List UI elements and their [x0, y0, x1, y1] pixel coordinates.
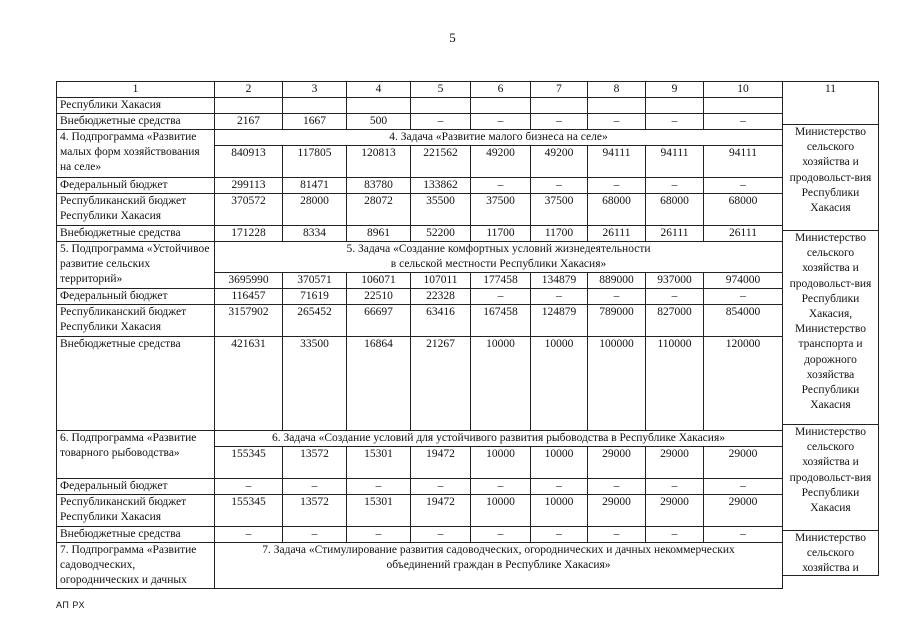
value-cell: 100000 [588, 337, 646, 431]
footer-mark: АП РХ [56, 600, 85, 610]
value-cell: – [588, 479, 646, 495]
section-task-row [57, 543, 783, 589]
row-label: Федеральный бюджет [57, 479, 215, 495]
value-cell: – [588, 178, 646, 194]
value-cell: 3157902 [215, 305, 283, 337]
value-cell: 83780 [347, 178, 411, 194]
value-cell: 2167 [215, 114, 283, 130]
value-cell: 889000 [588, 273, 646, 289]
value-cell [471, 98, 531, 114]
value-cell: – [646, 527, 704, 543]
value-cell: – [471, 527, 531, 543]
value-cell: 221562 [411, 146, 471, 178]
value-cell: 49200 [471, 146, 531, 178]
value-cell: 117805 [283, 146, 347, 178]
value-cell: 10000 [471, 447, 531, 479]
column-header: 3 [283, 82, 347, 98]
subprogram-title: 4. Подпрограмма «Развитие малых форм хозяйствования на селе» [57, 130, 215, 178]
value-cell: 15301 [347, 447, 411, 479]
executor-cell: Министерство сельского хозяйства и продовольст-вия Республики Хакасия, Министерство транспорта и дорожного хозяйства Республики Хакасия [782, 230, 879, 425]
value-cell: – [704, 479, 783, 495]
value-cell: 49200 [531, 146, 588, 178]
table-row [57, 305, 783, 337]
subprogram-title: 5. Подпрограмма «Устойчивое развитие сельских территорий» [57, 242, 215, 289]
value-cell: – [411, 479, 471, 495]
row-label: Республики Хакасия [57, 98, 215, 114]
value-cell: 1667 [283, 114, 347, 130]
value-cell: – [531, 479, 588, 495]
value-cell: 29000 [704, 495, 783, 527]
value-cell: – [215, 479, 283, 495]
value-cell: 116457 [215, 289, 283, 305]
value-cell: 120000 [704, 337, 783, 431]
value-cell: 370572 [215, 194, 283, 226]
row-label: Республиканский бюджет Республики Хакасия [57, 194, 215, 226]
value-cell: 19472 [411, 447, 471, 479]
value-cell: – [215, 527, 283, 543]
value-cell: 171228 [215, 226, 283, 242]
task-title: 6. Задача «Создание условий для устойчивого развития рыбоводства в Республике Хакасия» [215, 431, 783, 447]
section-task-row [57, 242, 783, 273]
value-cell: 71619 [283, 289, 347, 305]
value-cell: – [531, 527, 588, 543]
table-row [57, 527, 783, 543]
value-cell: 22510 [347, 289, 411, 305]
value-cell: 66697 [347, 305, 411, 337]
column-header: 5 [411, 82, 471, 98]
value-cell: 11700 [471, 226, 531, 242]
value-cell: 63416 [411, 305, 471, 337]
task-title: 7. Задача «Стимулирование развития садоводческих, огороднических и дачных некоммерческих объединений граждан в Республике Хакасия» [215, 543, 783, 589]
executor-cell: Министерство сельского хозяйства и продовольст-вия Республики Хакасия [782, 124, 879, 231]
value-cell: 167458 [471, 305, 531, 337]
value-cell: 8334 [283, 226, 347, 242]
value-cell: 10000 [471, 495, 531, 527]
header-row [57, 82, 783, 98]
value-cell: 33500 [283, 337, 347, 431]
section-task-row [57, 431, 783, 447]
value-cell: 155345 [215, 495, 283, 527]
value-cell: 370571 [283, 273, 347, 289]
value-cell: – [531, 178, 588, 194]
value-cell: – [471, 114, 531, 130]
section-task-row [57, 130, 783, 146]
value-cell: 94111 [704, 146, 783, 178]
table-row [57, 194, 783, 226]
value-cell: 265452 [283, 305, 347, 337]
table-row [57, 178, 783, 194]
value-cell: 789000 [588, 305, 646, 337]
value-cell: 37500 [531, 194, 588, 226]
column-header: 9 [646, 82, 704, 98]
value-cell: – [646, 479, 704, 495]
value-cell: 29000 [588, 495, 646, 527]
value-cell [215, 98, 283, 114]
value-cell: – [646, 178, 704, 194]
value-cell: – [704, 114, 783, 130]
value-cell: 52200 [411, 226, 471, 242]
value-cell: 68000 [704, 194, 783, 226]
value-cell: 133862 [411, 178, 471, 194]
value-cell: 10000 [471, 337, 531, 431]
column-header: 6 [471, 82, 531, 98]
value-cell: 110000 [646, 337, 704, 431]
value-cell: – [283, 479, 347, 495]
task-title: 4. Задача «Развитие малого бизнеса на селе» [215, 130, 783, 146]
row-label: Федеральный бюджет [57, 289, 215, 305]
row-label: Внебюджетные средства [57, 226, 215, 242]
budget-table [56, 81, 783, 589]
executor-cell: Министерство сельского хозяйства и продовольст-вия Республики Хакасия [782, 424, 879, 531]
column-header: 10 [704, 82, 783, 98]
column-header: 2 [215, 82, 283, 98]
column-header: 8 [588, 82, 646, 98]
value-cell: – [646, 289, 704, 305]
subprogram-title: 6. Подпрограмма «Развитие товарного рыбоводства» [57, 431, 215, 479]
value-cell: 3695990 [215, 273, 283, 289]
value-cell: 11700 [531, 226, 588, 242]
value-cell: – [471, 178, 531, 194]
value-cell: 26111 [704, 226, 783, 242]
value-cell: 28000 [283, 194, 347, 226]
value-cell: 177458 [471, 273, 531, 289]
value-cell: 937000 [646, 273, 704, 289]
value-cell: – [704, 178, 783, 194]
value-cell: 120813 [347, 146, 411, 178]
value-cell: – [411, 527, 471, 543]
value-cell: 124879 [531, 305, 588, 337]
value-cell: 94111 [646, 146, 704, 178]
value-cell [704, 98, 783, 114]
value-cell: 19472 [411, 495, 471, 527]
table-row [57, 114, 783, 130]
value-cell: 13572 [283, 447, 347, 479]
value-cell: – [704, 527, 783, 543]
value-cell: 68000 [646, 194, 704, 226]
value-cell: 155345 [215, 447, 283, 479]
value-cell [646, 98, 704, 114]
value-cell: 29000 [646, 447, 704, 479]
value-cell: 8961 [347, 226, 411, 242]
value-cell: 106071 [347, 273, 411, 289]
value-cell: 16864 [347, 337, 411, 431]
value-cell: 421631 [215, 337, 283, 431]
table-row [57, 495, 783, 527]
value-cell: 21267 [411, 337, 471, 431]
table-row [57, 226, 783, 242]
value-cell [283, 98, 347, 114]
row-label: Внебюджетные средства [57, 337, 215, 431]
column-header: 1 [57, 82, 215, 98]
value-cell: 10000 [531, 495, 588, 527]
value-cell [588, 98, 646, 114]
value-cell: 22328 [411, 289, 471, 305]
value-cell: – [588, 527, 646, 543]
value-cell: – [531, 289, 588, 305]
value-cell: – [471, 289, 531, 305]
value-cell: – [588, 289, 646, 305]
column-header: 4 [347, 82, 411, 98]
value-cell: 10000 [531, 447, 588, 479]
value-cell: – [347, 527, 411, 543]
value-cell: 68000 [588, 194, 646, 226]
value-cell: 29000 [646, 495, 704, 527]
subprogram-title: 7. Подпрограмма «Развитие садоводческих, огороднических и дачных [57, 543, 215, 589]
value-cell: 13572 [283, 495, 347, 527]
value-cell: – [531, 114, 588, 130]
row-label: Внебюджетные средства [57, 527, 215, 543]
value-cell: 107011 [411, 273, 471, 289]
value-cell: 29000 [588, 447, 646, 479]
task-title: 5. Задача «Создание комфортных условий жизнедеятельности в сельской местности Республики Хакасия» [215, 242, 783, 273]
value-cell: 840913 [215, 146, 283, 178]
column-header-11: 11 [782, 81, 879, 125]
value-cell: 299113 [215, 178, 283, 194]
row-label: Республиканский бюджет Республики Хакасия [57, 305, 215, 337]
value-cell: 10000 [531, 337, 588, 431]
executor-cell: Министерство сельского хозяйства и [782, 530, 879, 576]
table-row [57, 289, 783, 305]
page-number: 5 [449, 30, 456, 45]
row-label: Федеральный бюджет [57, 178, 215, 194]
value-cell: 134879 [531, 273, 588, 289]
value-cell: 28072 [347, 194, 411, 226]
value-cell: – [704, 289, 783, 305]
table-row [57, 479, 783, 495]
value-cell: – [411, 114, 471, 130]
value-cell: 26111 [588, 226, 646, 242]
value-cell: 854000 [704, 305, 783, 337]
column-header: 7 [531, 82, 588, 98]
value-cell: 500 [347, 114, 411, 130]
row-label: Внебюджетные средства [57, 114, 215, 130]
value-cell: – [471, 479, 531, 495]
row-label: Республиканский бюджет Республики Хакасия [57, 495, 215, 527]
table-row [57, 98, 783, 114]
value-cell: 974000 [704, 273, 783, 289]
value-cell: 35500 [411, 194, 471, 226]
value-cell [531, 98, 588, 114]
value-cell: 15301 [347, 495, 411, 527]
value-cell [347, 98, 411, 114]
value-cell: 29000 [704, 447, 783, 479]
value-cell: 37500 [471, 194, 531, 226]
value-cell: 827000 [646, 305, 704, 337]
value-cell: – [347, 479, 411, 495]
value-cell: 94111 [588, 146, 646, 178]
value-cell: – [588, 114, 646, 130]
value-cell [411, 98, 471, 114]
value-cell: – [646, 114, 704, 130]
value-cell: 81471 [283, 178, 347, 194]
value-cell: – [283, 527, 347, 543]
value-cell: 26111 [646, 226, 704, 242]
table-row [57, 337, 783, 431]
